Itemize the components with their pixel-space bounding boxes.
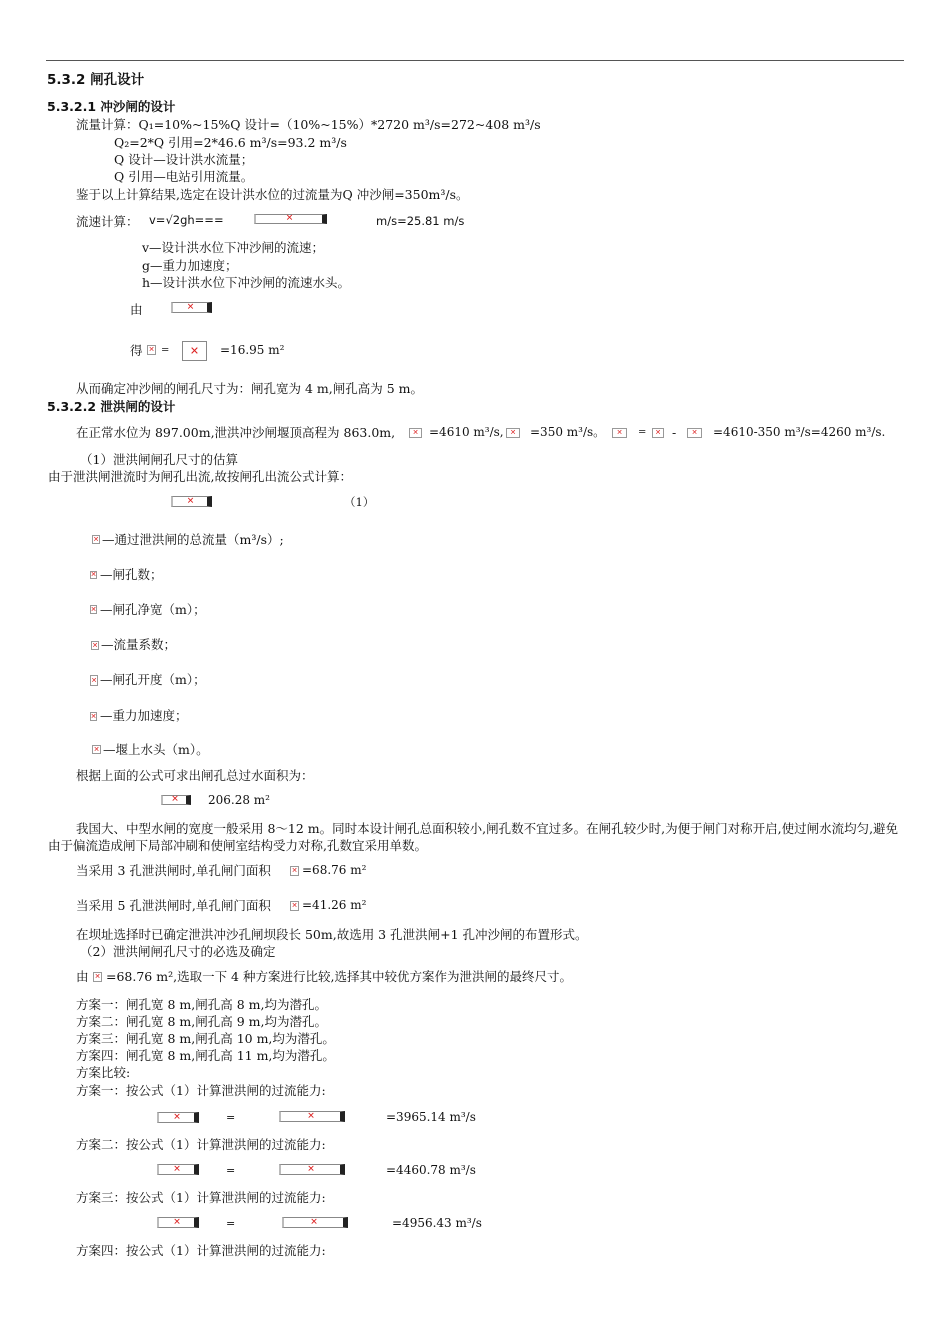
formula-image-icon	[182, 341, 207, 361]
compare-label: 方案比较:	[76, 1065, 131, 1080]
formula-image-icon	[279, 1111, 345, 1122]
broken-image-icon: ✕	[173, 1111, 180, 1122]
broken-image-icon: ✕	[93, 534, 99, 543]
formula-image-icon	[612, 428, 627, 438]
symbol-image-icon	[91, 641, 99, 650]
symbol-image-icon	[92, 535, 100, 544]
broken-image-icon: ✕	[186, 301, 194, 312]
five-hole-value: =41.26 m²	[302, 898, 367, 912]
section-heading-532: 5.3.2 闸孔设计	[47, 72, 145, 88]
header-rule	[46, 60, 904, 61]
broken-image-icon: ✕	[291, 901, 298, 910]
velocity-formula: v=√2gh===	[149, 213, 224, 227]
value-4610: =4610 m³/s,	[429, 425, 504, 439]
section-heading-5321: 5.3.2.1 冲沙闸的设计	[47, 99, 176, 114]
q-design-def: Q 设计—设计洪水流量；	[114, 152, 254, 167]
v-definition: v—设计洪水位下冲沙闸的流速；	[142, 240, 325, 255]
broken-image-icon: ✕	[655, 428, 661, 437]
estimate-title: （1）泄洪闸闸孔尺寸的估算	[80, 452, 238, 467]
from-label: 由	[130, 302, 143, 317]
broken-image-icon: ✕	[93, 744, 100, 753]
calc-3-result: =4956.43 m³/s	[392, 1216, 482, 1230]
scheme-3: 方案三：闸孔宽 8 m,闸孔高 10 m,均为潜孔。	[76, 1031, 335, 1046]
equals-sign: =	[226, 1217, 236, 1230]
h-definition: h—设计洪水位下冲沙闸的流速水头。	[142, 275, 351, 290]
broken-image-icon: ✕	[510, 428, 516, 437]
def-net-width: —闸孔净宽（m）；	[100, 602, 206, 617]
formula-image-icon	[687, 428, 702, 438]
broken-image-icon: ✕	[291, 866, 298, 875]
scheme-1: 方案一：闸孔宽 8 m,闸孔高 8 m,均为潜孔。	[76, 997, 327, 1012]
formula-image-icon	[157, 1112, 199, 1123]
broken-image-icon: ✕	[171, 794, 178, 805]
broken-image-icon: ✕	[91, 675, 97, 684]
velocity-label: 流速计算：	[76, 214, 139, 229]
get-label: 得	[130, 343, 143, 358]
formula-image-icon	[290, 866, 299, 876]
def-head: —堰上水头（m）。	[103, 742, 209, 757]
broken-image-icon: ✕	[173, 1163, 180, 1174]
calc-3-label: 方案三：按公式（1）计算泄洪闸的过流能力:	[76, 1190, 326, 1205]
velocity-result: m/s=25.81 m/s	[376, 214, 465, 228]
q-use-def: Q 引用—电站引用流量。	[114, 169, 254, 184]
g-definition: g—重力加速度；	[142, 258, 238, 273]
broken-image-icon: ✕	[186, 495, 194, 506]
width-paragraph: 我国大、中型水闸的宽度一般采用 8～12 m。同时本设计闸孔总面积较小,闸孔数不宜过多。在闸孔较少时,为便于闸门对称开启,使过闸水流均匀,避免由于偏流造成闸下局部冲刷和使闸室结构受力对称,孔数宜采用单数。	[48, 821, 899, 853]
normal-level-line: 在正常水位为 897.00m,泄洪冲沙闸堰顶高程为 863.0m,	[76, 425, 396, 440]
def-hole-count: —闸孔数；	[100, 567, 163, 582]
formula-image-icon	[147, 345, 156, 355]
formula-image-icon	[93, 972, 102, 982]
def-gravity: —重力加速度；	[100, 708, 188, 723]
five-hole-line: 当采用 5 孔泄洪闸时,单孔闸门面积	[76, 898, 271, 913]
broken-image-icon: ✕	[310, 1216, 317, 1227]
formula-image-icon	[506, 428, 520, 438]
broken-image-icon: ✕	[148, 345, 155, 354]
three-hole-line: 当采用 3 孔泄洪闸时,单孔闸门面积	[76, 863, 271, 878]
total-area-value: 206.28 m²	[208, 793, 270, 807]
broken-image-icon: ✕	[90, 570, 97, 579]
broken-image-icon: ✕	[94, 972, 101, 981]
symbol-image-icon	[90, 712, 97, 721]
broken-image-icon: ✕	[285, 213, 293, 224]
area-result: =16.95 m²	[220, 343, 285, 357]
broken-image-icon: ✕	[189, 344, 200, 358]
choose-flow-line: 鉴于以上计算结果,选定在设计洪水位的过流量为Q 冲沙闸=350m³/s。	[76, 187, 469, 202]
scheme-4: 方案四：闸孔宽 8 m,闸孔高 11 m,均为潜孔。	[76, 1048, 335, 1063]
select-intro-b: =68.76 m²,选取一下 4 种方案进行比较,选择其中较优方案作为泄洪闸的最终尺寸。	[106, 969, 572, 984]
def-opening: —闸孔开度（m）；	[100, 672, 206, 687]
estimate-intro: 由于泄洪闸泄流时为闸孔出流,故按闸孔出流公式计算：	[48, 469, 352, 484]
equation-number: （1）	[344, 495, 375, 509]
symbol-image-icon	[90, 571, 97, 579]
formula-image-icon	[409, 428, 422, 438]
q2-line: Q₂=2*Q 引用=2*46.6 m³/s=93.2 m³/s	[114, 135, 347, 150]
three-hole-value: =68.76 m²	[302, 863, 367, 877]
calc-2-label: 方案二：按公式（1）计算泄洪闸的过流能力:	[76, 1137, 326, 1152]
equals-sign: =	[638, 427, 647, 438]
scheme-2: 方案二：闸孔宽 8 m,闸孔高 9 m,均为潜孔。	[76, 1014, 327, 1029]
formula-image-icon	[279, 1164, 345, 1175]
select-intro-a: 由	[76, 969, 89, 984]
equals-sign: =	[161, 345, 170, 356]
def-total-flow: —通过泄洪闸的总流量（m³/s）;	[102, 532, 284, 547]
formula-image-icon	[157, 1217, 199, 1228]
broken-image-icon: ✕	[307, 1110, 314, 1121]
formula-image-icon	[161, 795, 191, 805]
broken-image-icon: ✕	[92, 640, 98, 649]
formula-image-icon	[282, 1217, 348, 1228]
value-350: =350 m³/s。	[530, 425, 606, 439]
broken-image-icon: ✕	[691, 428, 698, 437]
formula-image-icon	[171, 496, 212, 507]
select-title: （2）泄洪闸闸孔尺寸的必选及确定	[80, 944, 276, 959]
calc-1-label: 方案一：按公式（1）计算泄洪闸的过流能力:	[76, 1083, 326, 1098]
formula-image-icon	[171, 302, 212, 313]
broken-image-icon: ✕	[412, 428, 419, 437]
broken-image-icon: ✕	[173, 1216, 180, 1227]
flow-calc-line: 流量计算：Q₁=10%~15%Q 设计=（10%~15%）*2720 m³/s=272~408 m³/s	[76, 117, 541, 132]
symbol-image-icon	[92, 745, 101, 754]
minus-sign: -	[672, 425, 677, 440]
symbol-image-icon	[90, 675, 98, 686]
broken-image-icon: ✕	[307, 1163, 314, 1174]
broken-image-icon: ✕	[90, 711, 97, 720]
formula-image-icon	[157, 1164, 199, 1175]
symbol-image-icon	[90, 605, 97, 614]
calc-4-label: 方案四：按公式（1）计算泄洪闸的过流能力:	[76, 1243, 326, 1258]
sluice-size-line: 从而确定冲沙闸的闸孔尺寸为：闸孔宽为 4 m,闸孔高为 5 m。	[76, 381, 423, 396]
formula-image-icon	[290, 901, 299, 911]
equals-sign: =	[226, 1164, 236, 1177]
total-area-intro: 根据上面的公式可求出闸孔总过水面积为：	[76, 768, 314, 783]
broken-image-icon: ✕	[616, 428, 623, 437]
formula-image-icon	[652, 428, 664, 438]
def-flow-coefficient: —流量系数；	[101, 637, 177, 652]
layout-line: 在坝址选择时已确定泄洪冲沙孔闸坝段长 50m,故选用 3 孔泄洪闸+1 孔冲沙闸的布置形式。	[76, 927, 588, 942]
calc-2-result: =4460.78 m³/s	[386, 1163, 476, 1177]
value-4260: =4610-350 m³/s=4260 m³/s.	[713, 425, 886, 439]
formula-image-icon	[254, 214, 327, 224]
broken-image-icon: ✕	[90, 604, 97, 613]
section-heading-5322: 5.3.2.2 泄洪闸的设计	[47, 399, 176, 414]
equals-sign: =	[226, 1111, 236, 1124]
calc-1-result: =3965.14 m³/s	[386, 1110, 476, 1124]
